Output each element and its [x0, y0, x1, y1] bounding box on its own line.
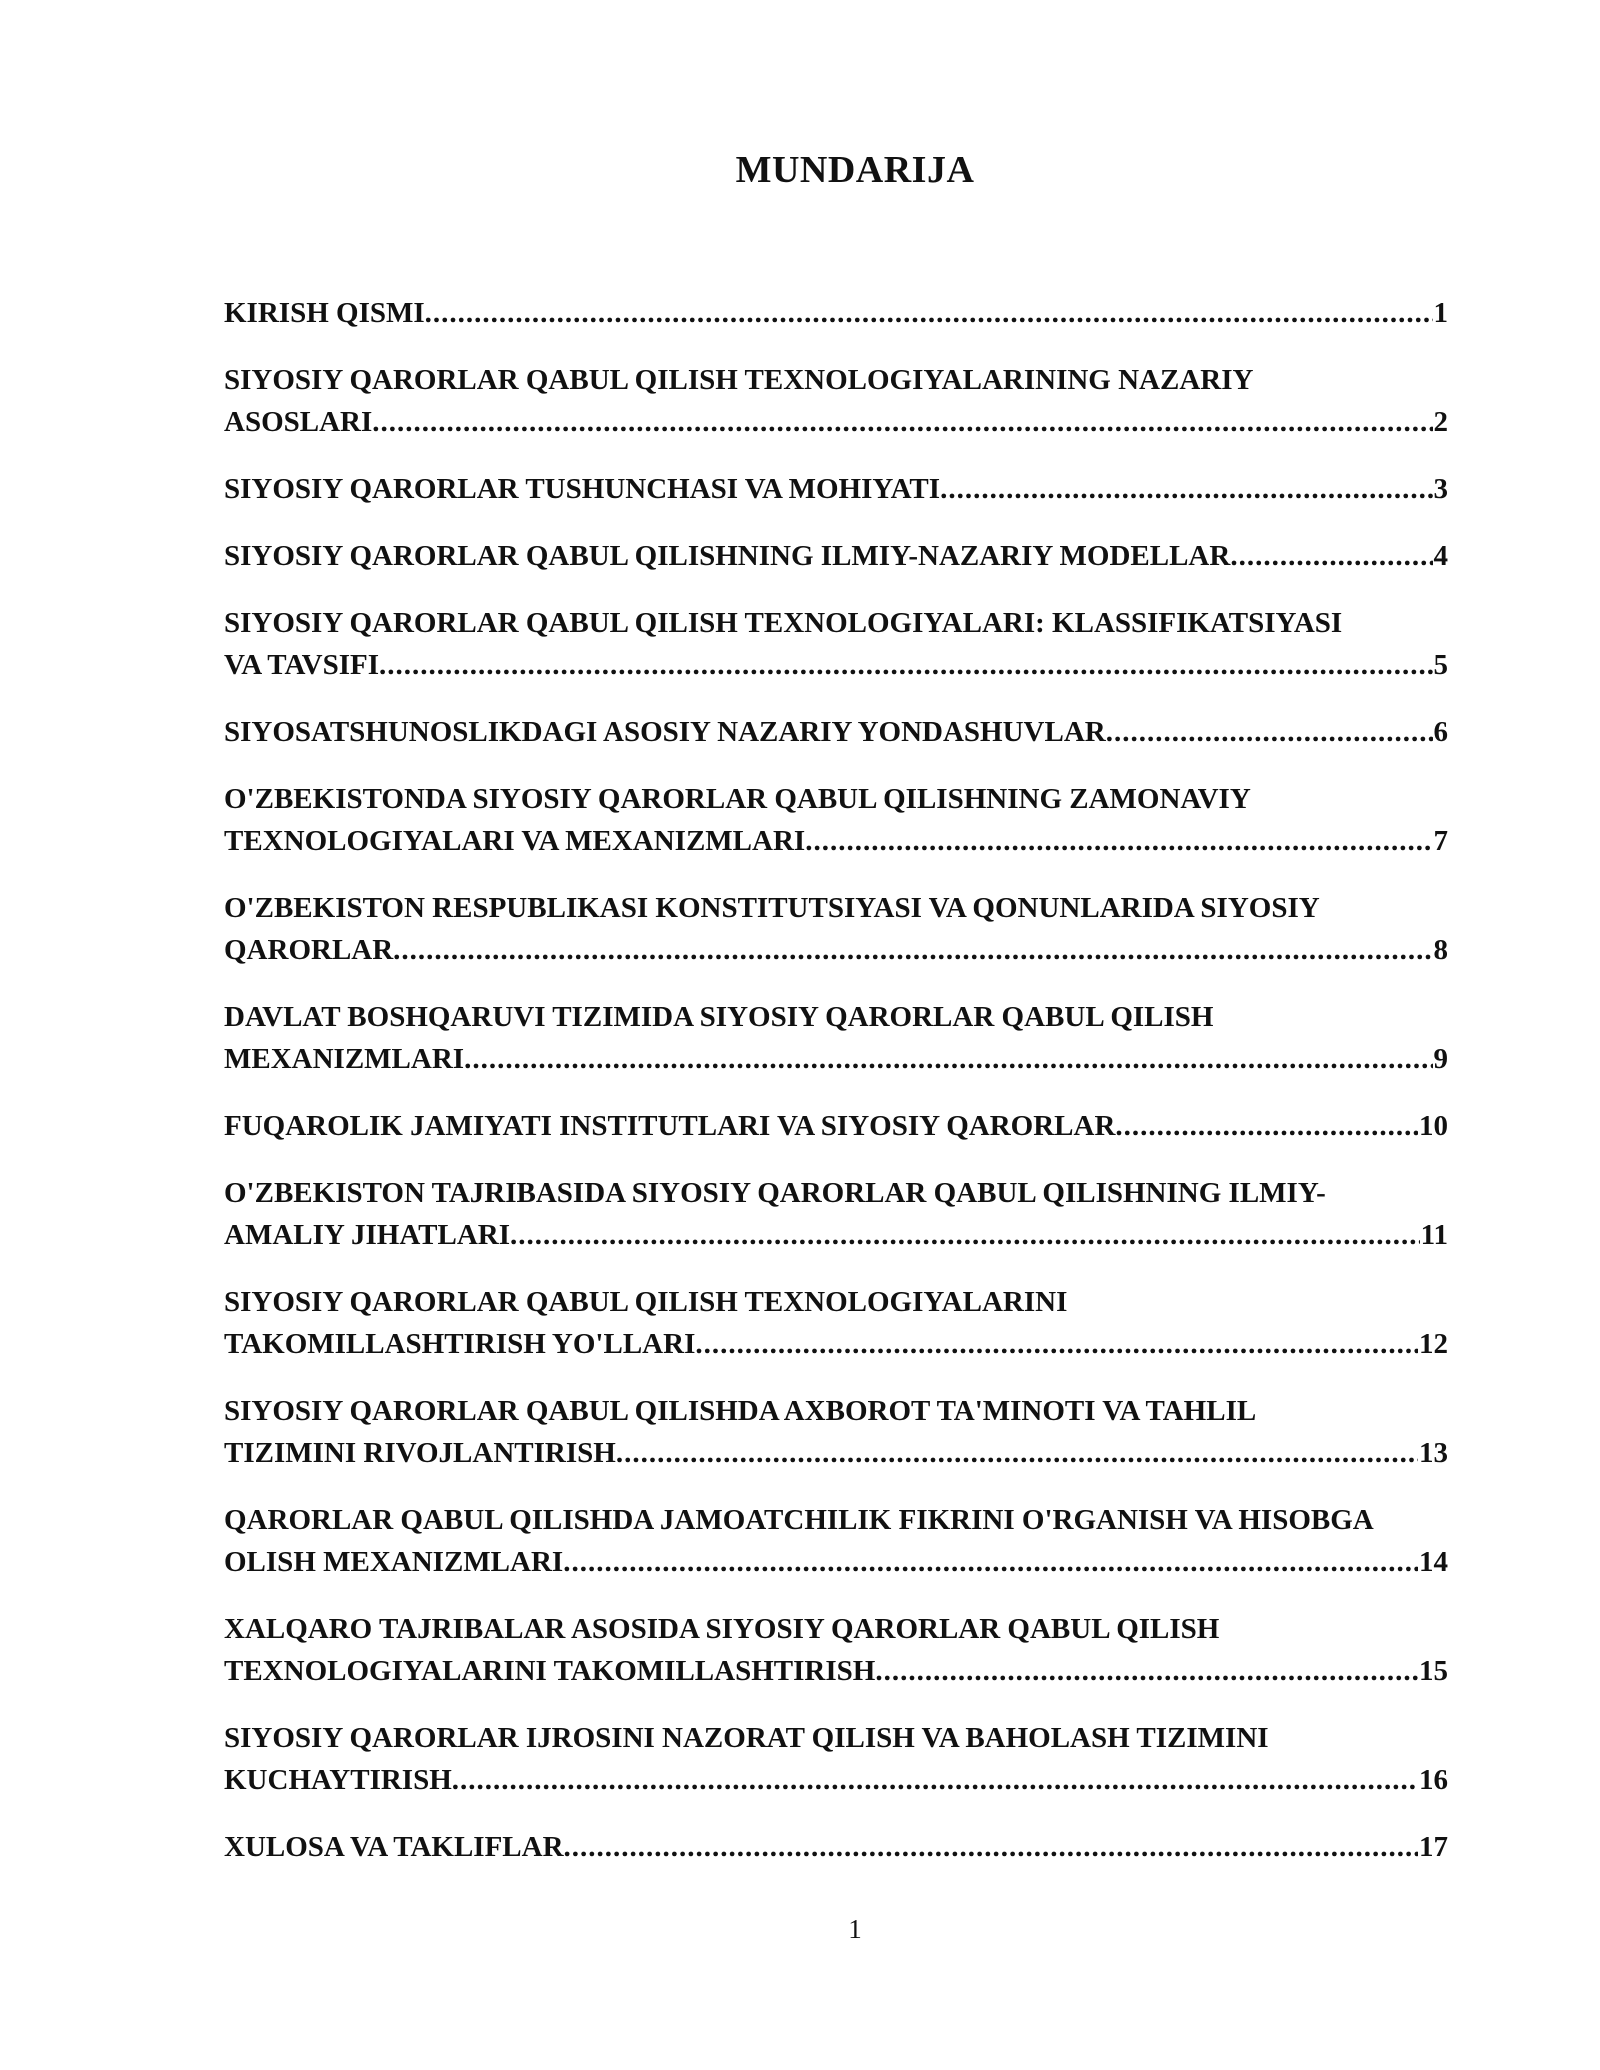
- dot-leader: [564, 1826, 1418, 1868]
- toc-entry-page-number: 7: [1433, 825, 1448, 857]
- toc-entry-last-line: [224, 535, 1448, 577]
- toc-entry-page-number: 9: [1433, 1043, 1448, 1075]
- dot-leader: [1106, 711, 1433, 753]
- toc-entry-page-number: 1: [1433, 297, 1448, 329]
- toc-entry[interactable]: [224, 711, 1448, 753]
- toc-entry[interactable]: [224, 1499, 1448, 1583]
- toc-entry-page-number: 17: [1419, 1831, 1448, 1863]
- toc-entry-last-line: [224, 401, 1448, 443]
- toc-entry[interactable]: [224, 1717, 1448, 1801]
- toc-entry[interactable]: [224, 887, 1448, 971]
- toc-entry-last-line: [224, 1038, 1448, 1080]
- toc-entry-page-number: 3: [1433, 473, 1448, 505]
- toc-entry-title-line: ASOSLARI: [224, 406, 373, 438]
- toc-entry-title-line: SIYOSIY QARORLAR IJROSINI NAZORAT QILISH VA BAHOLASH TIZIMINI: [224, 1722, 1269, 1754]
- toc-entry-title-line: DAVLAT BOSHQARUVI TIZIMIDA SIYOSIY QARORLAR QABUL QILISH: [224, 1001, 1214, 1033]
- toc-entry[interactable]: [224, 1608, 1448, 1692]
- table-of-contents: [224, 292, 1448, 1893]
- toc-entry-page-number: 16: [1419, 1764, 1448, 1796]
- toc-entry-last-line: [224, 711, 1448, 753]
- toc-entry-title-line: SIYOSIY QARORLAR QABUL QILISHNING ILMIY-NAZARIY MODELLAR: [224, 540, 1231, 572]
- toc-entry-title-line: SIYOSIY QARORLAR QABUL QILISHDA AXBOROT TA'MINOTI VA TAHLIL: [224, 1395, 1257, 1427]
- toc-entry-last-line: [224, 292, 1448, 334]
- toc-entry-last-line: [224, 1826, 1448, 1868]
- dot-leader: [372, 401, 1432, 443]
- toc-entry[interactable]: [224, 1281, 1448, 1365]
- dot-leader: [510, 1214, 1420, 1256]
- dot-leader: [464, 1038, 1432, 1080]
- dot-leader: [393, 929, 1432, 971]
- toc-entry[interactable]: [224, 535, 1448, 577]
- toc-entry[interactable]: [224, 359, 1448, 443]
- toc-entry-title-line: O'ZBEKISTON RESPUBLIKASI KONSTITUTSIYASI VA QONUNLARIDA SIYOSIY: [224, 892, 1320, 924]
- toc-entry-title-line: QARORLAR QABUL QILISHDA JAMOATCHILIK FIKRINI O'RGANISH VA HISOBGA: [224, 1504, 1374, 1536]
- toc-entry-page-number: 8: [1433, 934, 1448, 966]
- toc-entry-page-number: 5: [1433, 649, 1448, 681]
- toc-entry[interactable]: [224, 1826, 1448, 1868]
- dot-leader: [452, 1759, 1418, 1801]
- toc-entry-page-number: 11: [1420, 1219, 1448, 1251]
- toc-entry-title-line: SIYOSATSHUNOSLIKDAGI ASOSIY NAZARIY YONDASHUVLAR: [224, 716, 1106, 748]
- toc-entry-page-number: 15: [1419, 1655, 1448, 1687]
- dot-leader: [379, 644, 1432, 686]
- toc-entry-page-number: 12: [1419, 1328, 1448, 1360]
- toc-entry-title-line: AMALIY JIHATLARI: [224, 1219, 510, 1251]
- toc-entry-last-line: [224, 820, 1448, 862]
- toc-entry[interactable]: [224, 292, 1448, 334]
- toc-entry-title-line: TEXNOLOGIYALARINI TAKOMILLASHTIRISH: [224, 1655, 876, 1687]
- toc-entry[interactable]: [224, 602, 1448, 686]
- toc-entry-title-line: FUQAROLIK JAMIYATI INSTITUTLARI VA SIYOSIY QARORLAR: [224, 1110, 1116, 1142]
- toc-entry-title-line: XULOSA VA TAKLIFLAR: [224, 1831, 564, 1863]
- dot-leader: [940, 468, 1432, 510]
- toc-entry-last-line: [224, 644, 1448, 686]
- toc-entry-page-number: 2: [1433, 406, 1448, 438]
- dot-leader: [425, 292, 1433, 334]
- toc-entry-title-line: SIYOSIY QARORLAR QABUL QILISH TEXNOLOGIYALARINING NAZARIY: [224, 364, 1254, 396]
- toc-entry-last-line: [224, 468, 1448, 510]
- toc-entry-title-line: SIYOSIY QARORLAR QABUL QILISH TEXNOLOGIYALARI: KLASSIFIKATSIYASI: [224, 607, 1343, 639]
- toc-entry[interactable]: [224, 1105, 1448, 1147]
- toc-entry-last-line: [224, 1105, 1448, 1147]
- toc-entry-page-number: 4: [1433, 540, 1448, 572]
- toc-entry-title-line: KIRISH QISMI: [224, 297, 425, 329]
- toc-entry-title-line: O'ZBEKISTONDA SIYOSIY QARORLAR QABUL QILISHNING ZAMONAVIY: [224, 783, 1251, 815]
- toc-entry-title-line: TIZIMINI RIVOJLANTIRISH: [224, 1437, 616, 1469]
- page-title: MUNDARIJA: [735, 149, 975, 191]
- toc-entry-last-line: [224, 1214, 1448, 1256]
- toc-entry-page-number: 6: [1433, 716, 1448, 748]
- toc-entry[interactable]: [224, 996, 1448, 1080]
- toc-entry-title-line: SIYOSIY QARORLAR QABUL QILISH TEXNOLOGIYALARINI: [224, 1286, 1068, 1318]
- dot-leader: [563, 1541, 1418, 1583]
- toc-entry-title-line: VA TAVSIFI: [224, 649, 380, 681]
- toc-entry-title-line: MEXANIZMLARI: [224, 1043, 465, 1075]
- toc-entry-page-number: 10: [1419, 1110, 1448, 1142]
- dot-leader: [1115, 1105, 1418, 1147]
- toc-entry-last-line: [224, 1650, 1448, 1692]
- toc-entry[interactable]: [224, 1390, 1448, 1474]
- dot-leader: [805, 820, 1432, 862]
- toc-entry[interactable]: [224, 778, 1448, 862]
- toc-entry-title-line: TEXNOLOGIYALARI VA MEXANIZMLARI: [224, 825, 806, 857]
- toc-entry-last-line: [224, 1323, 1448, 1365]
- toc-entry-title-line: XALQARO TAJRIBALAR ASOSIDA SIYOSIY QARORLAR QABUL QILISH: [224, 1613, 1220, 1645]
- toc-entry[interactable]: [224, 1172, 1448, 1256]
- toc-entry-title-line: SIYOSIY QARORLAR TUSHUNCHASI VA MOHIYATI: [224, 473, 941, 505]
- toc-entry-page-number: 13: [1419, 1437, 1448, 1469]
- toc-entry-last-line: [224, 929, 1448, 971]
- toc-entry-title-line: KUCHAYTIRISH: [224, 1764, 452, 1796]
- dot-leader: [695, 1323, 1418, 1365]
- toc-entry-last-line: [224, 1541, 1448, 1583]
- toc-entry-title-line: QARORLAR: [224, 934, 394, 966]
- toc-entry-last-line: [224, 1759, 1448, 1801]
- dot-leader: [1230, 535, 1432, 577]
- dot-leader: [875, 1650, 1418, 1692]
- toc-entry[interactable]: [224, 468, 1448, 510]
- page-number: 1: [848, 1914, 862, 1944]
- toc-entry-page-number: 14: [1419, 1546, 1448, 1578]
- toc-entry-title-line: O'ZBEKISTON TAJRIBASIDA SIYOSIY QARORLAR QABUL QILISHNING ILMIY-: [224, 1177, 1326, 1209]
- dot-leader: [616, 1432, 1418, 1474]
- toc-entry-last-line: [224, 1432, 1448, 1474]
- toc-entry-title-line: OLISH MEXANIZMLARI: [224, 1546, 564, 1578]
- toc-entry-title-line: TAKOMILLASHTIRISH YO'LLARI: [224, 1328, 696, 1360]
